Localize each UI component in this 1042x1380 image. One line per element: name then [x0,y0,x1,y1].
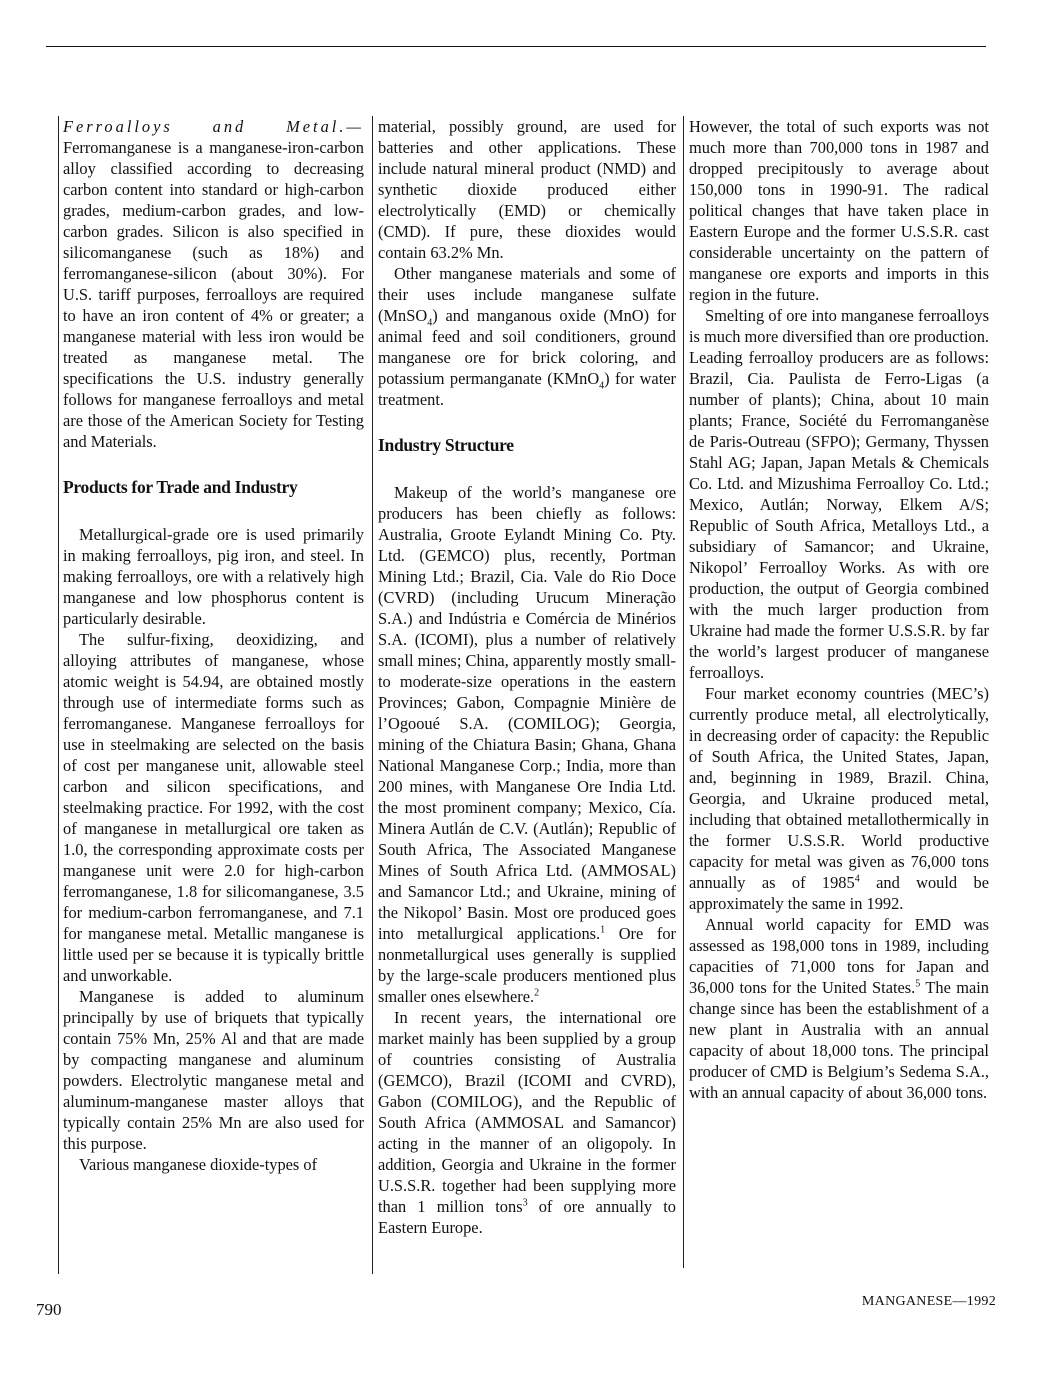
column-3 [683,116,989,1268]
paragraph: Various manganese dioxide-types of [79,1155,318,1174]
run-in-heading: Ferroalloys and Metal.— [63,117,364,136]
paragraph [378,1007,676,1238]
text-span: In recent years, the international ore market mainly has been supplied by a group of countries consisting of Australia (GEMCO), Brazil (ICOMI and CVRD), Gabon (COMILOG), and the Republic of South Africa (AMMOSAL and Samancor) acting in the manner of an oligopoly. In addition, Georgia and Ukraine in the former U.S.S.R. together had been supplying more than 1 million tons [378,1008,676,1216]
footnote-ref: 1 [600,924,606,936]
text-span: ) for water treatment. [378,369,676,409]
footnote-ref: 5 [915,978,921,990]
column-2 [372,116,676,1274]
paragraph-text: Ferromanganese is a manganese-iron-carbon alloy classified according to decreasing carbon content into standard or high-carbon grades, medium-carbon grades, and low-carbon grades. Silicon is also specified in silicomanganese (such as 18%) and ferromanganese-silicon (about 30%). For U.S. tariff purposes, ferroalloys are required to have an iron content of 4% or greater; a manganese material with less iron would be treated as manganese metal. The specifications the U.S. industry generally follows for manganese ferroalloys and metal are those of the American Society for Testing and Materials. [63,138,364,451]
text-span: Ore for nonmetallurgical uses generally is supplied by the large-scale producers mentioned plus smaller ones elsewhere. [378,924,676,1006]
running-head: MANGANESE—1992 [861,1294,996,1309]
subscript: 4 [599,380,605,392]
paragraph [378,263,676,410]
paragraph: material, possibly ground, are used for batteries and other applications. These include natural mineral product (NMD) and synthetic dioxide produced either electrolytically (EMD) or chemically (CMD). If pure, these dioxides would contain 63.2% Mn. [378,117,676,262]
section-heading-products: Products for Trade and Industry [63,477,298,497]
text-span: The main change since has been the establishment of a new plant in Australia with an annual capacity of about 18,000 tons. The principal producer of CMD is Belgium’s Sedema S.A., with an annual capacity of about 36,000 tons. [689,978,989,1102]
top-rule [46,46,986,47]
paragraph: However, the total of such exports was not much more than 700,000 tons in 1987 and dropped precipitously to average about 150,000 tons in 1990-91. The radical political changes that have taken place in Eastern Europe and the former U.S.S.R. cast considerable uncertainty on the pattern of manganese ore exports and imports in this region in the future. [689,117,989,304]
footnote-ref: 4 [854,873,860,885]
text-span: Four market economy countries (MEC’s) currently produce metal, all electrolytically, in decreasing order of capacity: the Republic of South Africa, the United States, Japan, and, beginning in 1989, Brazil. China, Georgia, and Ukraine produced metal, including that obtained metallothermically in the former U.S.S.R. World productive capacity for metal was given as 76,000 tons annually as of 1985 [689,684,989,892]
page-number: 790 [36,1300,62,1319]
subscript: 4 [427,317,433,329]
section-heading-industry-structure: Industry Structure [378,435,514,455]
paragraph: The sulfur-fixing, deoxidizing, and alloying attributes of manganese, whose atomic weight is 54.94, are obtained mostly through use of intermediate forms such as ferromanganese. Manganese ferroalloys for use in steelmaking are selected on the basis of cost per manganese unit, allowable steel carbon and silicon specifications, and steelmaking practice. For 1992, with the cost of manganese in metallurgical ore taken as 1.0, the corresponding approximate costs per manganese unit were 2.0 for high-carbon ferromanganese, 1.8 for silicomanganese, 3.5 for medium-carbon ferromanganese, and 7.1 for manganese metal. Metallic manganese is little used per se because it is typically brittle and unworkable. [63,630,364,985]
paragraph [378,482,676,1007]
paragraph [689,683,989,914]
text-span: of ore annually to Eastern Europe. [378,1197,676,1237]
text-span: Other manganese materials and some of their uses include manganese sulfate (MnSO [378,264,676,325]
footnote-ref: 2 [534,987,540,999]
text-span: ) and manganous oxide (MnO) for animal feed and soil conditioners, ground manganese ore for brick coloring, and potassium permanganate (KMnO [378,306,676,388]
paragraph: Smelting of ore into manganese ferroalloys is much more diversified than ore production. Leading ferroalloy producers are as follows: Brazil, Cia. Paulista de Ferro-Ligas (a number of plants); China, about 10 main plants; France, Société du Ferromanganèse de Paris-Outreau (SFPO); Germany, Thyssen Stahl AG; Japan, Japan Metals & Chemicals Co. Ltd. and Mizushima Ferroalloy Co. Ltd.; Mexico, Autlán; Norway, Elkem A/S; Republic of South Africa, Metalloys Ltd., a subsidiary of Samancor; and Ukraine, Nikopol’ Ferroalloy Works. As with ore production, the output of Georgia combined with the much larger production from Ukraine had made the former U.S.S.R. by far the world’s largest producer of manganese ferroalloys. [689,306,989,682]
paragraph: Manganese is added to aluminum principally by use of briquets that typically contain 75% Mn, 25% Al and that are made by compacting manganese and aluminum powders. Electrolytic manganese metal and aluminum-manganese master alloys that typically contain 25% Mn are also used for this purpose. [63,987,364,1153]
paragraph: Metallurgical-grade ore is used primarily in making ferroalloys, pig iron, and steel. In making ferroalloys, ore with a relatively high manganese and low phosphorus content is particularly desirable. [63,525,364,628]
text-span: and would be approximately the same in 1992. [689,873,989,913]
text-span: Makeup of the world’s manganese ore producers has been chiefly as follows: Australia, Groote Eylandt Mining Co. Pty. Ltd. (GEMCO) plus, recently, Portman Mining Ltd.; Brazil, Cia. Vale do Rio Doce (CVRD) (including Urucum Mineração S.A.) and Indústria e Comércia de Minérios S.A. (ICOMI), plus a number of relatively small mines; China, apparently mostly small- to moderate-size operations in the eastern Provinces; Gabon, Compagnie Minière de l’Ogooué S.A. (COMILOG); Georgia, mining of the Chiatura Basin; Ghana, Ghana National Manganese Corp.; India, more than 200 mines, with Manganese Ore India Ltd. the most prominent company; Mexico, Cía. Minera Autlán de C.V. (Autlán); Republic of South Africa, The Associated Manganese Mines of South Africa Ltd. (AMMOSAL) and Samancor Ltd.; and Ukraine, mining of the Nikopol’ Basin. Most ore produced goes into metallurgical applications. [378,483,676,943]
text-span: Annual world capacity for EMD was assessed as 198,000 tons in 1989, including capacities of 71,000 tons for Japan and 36,000 tons for the United States. [689,915,989,997]
column-1 [58,116,364,1274]
paragraph-ferroalloys-and-metal [63,116,364,452]
paragraph [689,914,989,1103]
footnote-ref: 3 [522,1197,528,1209]
